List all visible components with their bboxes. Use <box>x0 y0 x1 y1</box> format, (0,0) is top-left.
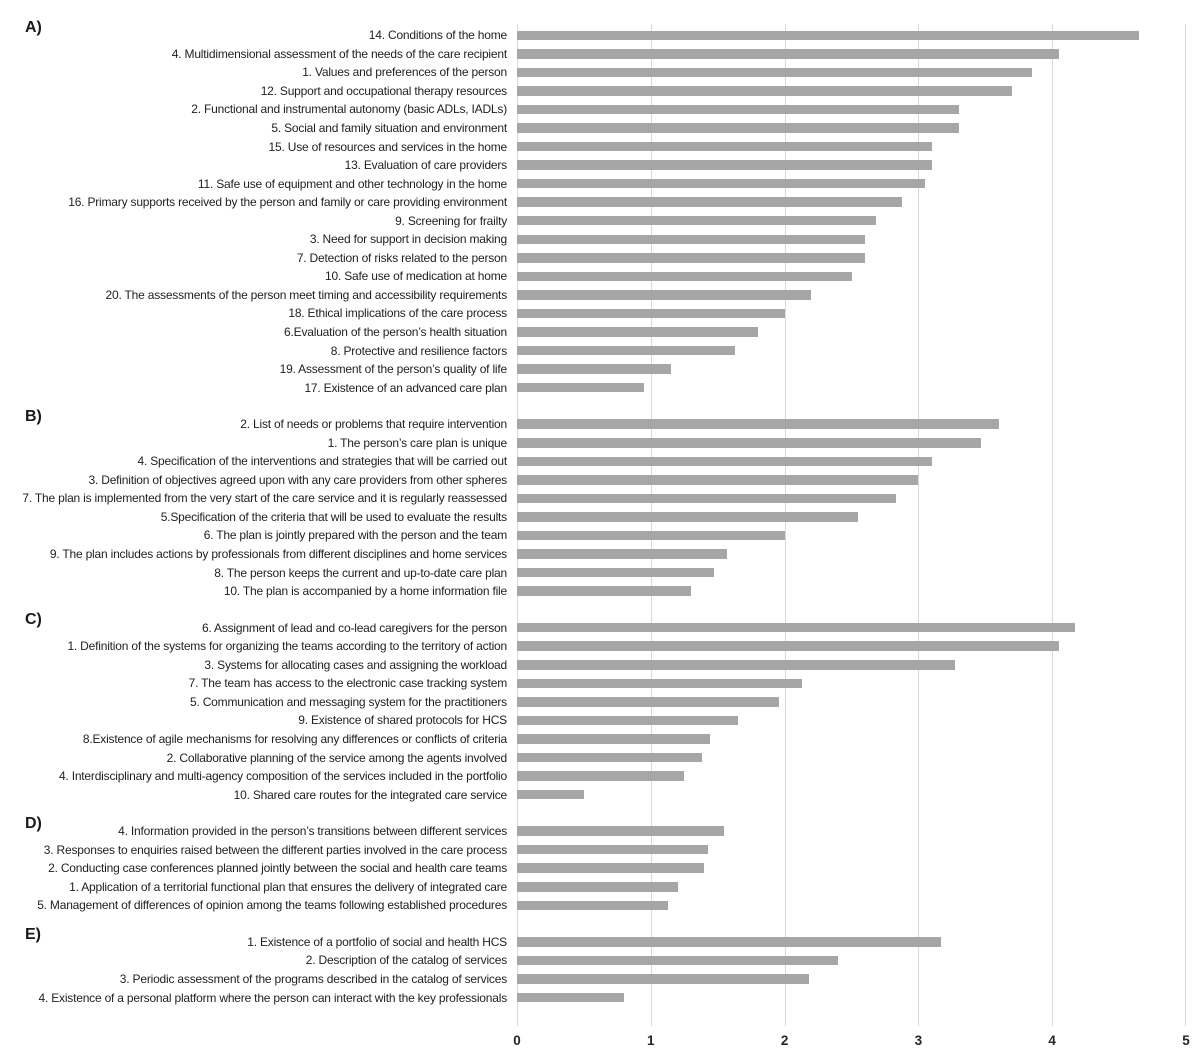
section-label-b: B) <box>25 407 42 425</box>
category-label: 20. The assessments of the person meet timing and accessibility requirements <box>105 287 507 302</box>
bar-track <box>517 193 1186 212</box>
category-label: 7. Detection of risks related to the person <box>296 250 507 265</box>
bar <box>517 86 1012 96</box>
bar <box>517 272 852 282</box>
bar <box>517 142 932 152</box>
category-label: 7. The team has access to the electronic case tracking system <box>188 676 507 691</box>
category-label: 3. Responses to enquiries raised between the different parties involved in the care process <box>43 842 507 857</box>
category-label: 2. List of needs or problems that require intervention <box>240 417 507 432</box>
category-label: 3. Periodic assessment of the programs described in the catalog of services <box>119 971 507 986</box>
bar-track <box>517 656 1186 675</box>
category-label: 12. Support and occupational therapy resources <box>260 83 507 98</box>
bar-track <box>517 785 1186 804</box>
category-label: 10. Shared care routes for the integrated care service <box>233 787 507 802</box>
bar-track <box>517 526 1186 545</box>
bar-row <box>0 119 1200 138</box>
bar <box>517 197 902 207</box>
category-label: 8.Existence of agile mechanisms for resolving any differences or conflicts of criteria <box>82 731 507 746</box>
bar-row <box>0 156 1200 175</box>
bar-track <box>517 63 1186 82</box>
bar-track <box>517 693 1186 712</box>
category-label: 3. Definition of objectives agreed upon with any care providers from other spheres <box>88 472 507 487</box>
category-label: 8. Protective and resilience factors <box>330 343 507 358</box>
bar <box>517 901 668 911</box>
category-label: 2. Description of the catalog of services <box>305 953 507 968</box>
chart-section-a <box>0 19 1200 397</box>
category-label: 3. Need for support in decision making <box>309 232 507 247</box>
bar-track <box>517 230 1186 249</box>
bar-track <box>517 415 1186 434</box>
bar-track <box>517 341 1186 360</box>
bar-row <box>0 563 1200 582</box>
category-label: 17. Existence of an advanced care plan <box>304 380 507 395</box>
bar <box>517 790 584 800</box>
bar <box>517 716 738 726</box>
category-label: 15. Use of resources and services in the home <box>268 139 507 154</box>
bar-track <box>517 711 1186 730</box>
bar-row <box>0 45 1200 64</box>
bar-row <box>0 711 1200 730</box>
bar-row <box>0 323 1200 342</box>
bar-track <box>517 767 1186 786</box>
category-label: 9. The plan includes actions by professionals from different disciplines and home services <box>49 547 507 562</box>
bar-track <box>517 156 1186 175</box>
bar-track <box>517 840 1186 859</box>
bar-track <box>517 100 1186 119</box>
bar-track <box>517 286 1186 305</box>
x-tick-label-3: 3 <box>914 1033 923 1048</box>
bar-row <box>0 415 1200 434</box>
category-label: 10. Safe use of medication at home <box>325 269 507 284</box>
chart-section-b <box>0 407 1200 600</box>
bar <box>517 549 727 559</box>
bar-row <box>0 433 1200 452</box>
category-label: 7. The plan is implemented from the very start of the care service and it is regularly reassessed <box>22 491 507 506</box>
category-label: 8. The person keeps the current and up-to-date care plan <box>214 565 507 580</box>
bar <box>517 974 809 984</box>
bar <box>517 383 644 393</box>
bar-row <box>0 637 1200 656</box>
bar-row <box>0 489 1200 508</box>
bar-row <box>0 304 1200 323</box>
bar <box>517 826 724 836</box>
bar-track <box>517 82 1186 101</box>
bar-track <box>517 637 1186 656</box>
section-label-a: A) <box>25 19 42 36</box>
bar-track <box>517 119 1186 138</box>
category-label: 9. Existence of shared protocols for HCS <box>298 713 507 728</box>
bar <box>517 475 918 485</box>
bar <box>517 494 896 504</box>
category-label: 1. Values and preferences of the person <box>302 65 507 80</box>
category-label: 4. Information provided in the person’s transitions between different services <box>118 824 507 839</box>
category-label: 11. Safe use of equipment and other technology in the home <box>197 176 507 191</box>
bar-row <box>0 360 1200 379</box>
bar-track <box>517 26 1186 45</box>
bar-track <box>517 618 1186 637</box>
bar <box>517 346 735 356</box>
bar-track <box>517 471 1186 490</box>
chart-section-c <box>0 611 1200 803</box>
bar <box>517 734 710 744</box>
bar-row <box>0 748 1200 767</box>
bar-track <box>517 674 1186 693</box>
bar-track <box>517 489 1186 508</box>
bar-track <box>517 822 1186 841</box>
bar-row <box>0 211 1200 230</box>
bar-track <box>517 211 1186 230</box>
bar <box>517 216 876 226</box>
bar-row <box>0 840 1200 859</box>
bar-row <box>0 26 1200 45</box>
bar-row <box>0 508 1200 527</box>
category-label: 2. Conducting case conferences planned jointly between the social and health care teams <box>48 861 507 876</box>
bar <box>517 937 941 947</box>
bar <box>517 697 779 707</box>
bar-row <box>0 63 1200 82</box>
bar-track <box>517 323 1186 342</box>
bar-row <box>0 286 1200 305</box>
bar <box>517 586 691 596</box>
section-label-e: E) <box>25 925 41 943</box>
x-tick-label-1: 1 <box>647 1033 655 1048</box>
category-label: 4. Multidimensional assessment of the needs of the care recipient <box>171 46 507 61</box>
bar <box>517 235 865 245</box>
bar-row <box>0 249 1200 268</box>
bar <box>517 309 785 319</box>
category-label: 13. Evaluation of care providers <box>344 158 507 173</box>
bar <box>517 160 932 170</box>
category-label: 6. Assignment of lead and co-lead caregivers for the person <box>201 620 507 635</box>
category-label: 5. Communication and messaging system for the practitioners <box>189 694 507 709</box>
bar-row <box>0 933 1200 952</box>
bar <box>517 531 785 541</box>
bar <box>517 123 959 133</box>
bar <box>517 753 702 763</box>
category-label: 1. Existence of a portfolio of social and health HCS <box>247 934 507 949</box>
x-axis <box>513 1033 1190 1053</box>
bar <box>517 364 671 374</box>
bar-row <box>0 970 1200 989</box>
bar <box>517 641 1059 651</box>
category-label: 19. Assessment of the person’s quality of life <box>279 362 507 377</box>
category-label: 14. Conditions of the home <box>368 28 507 43</box>
bar-track <box>517 545 1186 564</box>
bar <box>517 568 714 578</box>
chart-sections <box>0 19 1200 1007</box>
category-label: 5. Management of differences of opinion among the teams following established procedures <box>37 898 507 913</box>
category-label: 6. The plan is jointly prepared with the person and the team <box>203 528 507 543</box>
category-label: 4. Interdisciplinary and multi-agency composition of the services included in the portfolio <box>58 769 507 784</box>
bar <box>517 993 624 1003</box>
bar-row <box>0 859 1200 878</box>
bar <box>517 660 955 670</box>
chart-section-e <box>0 925 1200 1007</box>
section-label-d: D) <box>25 814 42 832</box>
bar-track <box>517 508 1186 527</box>
section-label-c: C) <box>25 611 42 629</box>
bar-row <box>0 193 1200 212</box>
bar-row <box>0 730 1200 749</box>
bar-row <box>0 267 1200 286</box>
bar-track <box>517 378 1186 397</box>
category-label: 1. The person’s care plan is unique <box>327 435 507 450</box>
x-tick-label-0: 0 <box>513 1033 521 1048</box>
bar-track <box>517 433 1186 452</box>
bar <box>517 845 708 855</box>
category-label: 18. Ethical implications of the care process <box>288 306 507 321</box>
bar <box>517 512 858 522</box>
bar-track <box>517 249 1186 268</box>
bar-track <box>517 360 1186 379</box>
bar-row <box>0 137 1200 156</box>
bar-row <box>0 452 1200 471</box>
bar-track <box>517 878 1186 897</box>
bar <box>517 679 802 689</box>
bar-row <box>0 100 1200 119</box>
x-tick-label-5: 5 <box>1182 1033 1190 1048</box>
bar-track <box>517 896 1186 915</box>
bar-row <box>0 230 1200 249</box>
bar-track <box>517 730 1186 749</box>
bar-track <box>517 582 1186 601</box>
category-label: 5.Specification of the criteria that will be used to evaluate the results <box>160 509 507 524</box>
bar <box>517 179 925 189</box>
bar-track <box>517 137 1186 156</box>
bar-track <box>517 452 1186 471</box>
bar-row <box>0 378 1200 397</box>
category-label: 1. Definition of the systems for organizing the teams according to the territory of action <box>67 639 507 654</box>
category-label: 4. Existence of a personal platform where the person can interact with the key professionals <box>38 990 507 1005</box>
bar-row <box>0 82 1200 101</box>
bar-row <box>0 526 1200 545</box>
bar <box>517 253 865 263</box>
bar-row <box>0 341 1200 360</box>
bar-track <box>517 45 1186 64</box>
bar <box>517 771 684 781</box>
bar <box>517 863 704 873</box>
bar-track <box>517 859 1186 878</box>
bar-row <box>0 674 1200 693</box>
bar-row <box>0 656 1200 675</box>
category-label: 5. Social and family situation and environment <box>271 121 507 135</box>
bar-track <box>517 563 1186 582</box>
bar <box>517 290 811 300</box>
category-label: 6.Evaluation of the person’s health situation <box>284 325 507 340</box>
x-tick-label-4: 4 <box>1048 1033 1056 1048</box>
bar-track <box>517 267 1186 286</box>
bar <box>517 623 1075 633</box>
bar-row <box>0 951 1200 970</box>
bar <box>517 956 838 966</box>
bar-track <box>517 933 1186 952</box>
bar <box>517 882 678 892</box>
bar <box>517 438 981 448</box>
category-label: 2. Functional and instrumental autonomy (basic ADLs, IADLs) <box>191 102 507 117</box>
bar-row <box>0 693 1200 712</box>
bar-row <box>0 896 1200 915</box>
bar <box>517 327 758 337</box>
bar-track <box>517 304 1186 323</box>
bar-row <box>0 471 1200 490</box>
bar-row <box>0 988 1200 1007</box>
bar-track <box>517 988 1186 1007</box>
chart-section-d <box>0 814 1200 915</box>
bar-track <box>517 748 1186 767</box>
bar <box>517 105 959 115</box>
category-label: 9. Screening for frailty <box>395 213 507 228</box>
bar <box>517 31 1139 41</box>
bar-track <box>517 951 1186 970</box>
bar-row <box>0 767 1200 786</box>
x-tick-label-2: 2 <box>780 1033 789 1048</box>
bar-row <box>0 582 1200 601</box>
bar-track <box>517 174 1186 193</box>
bar <box>517 457 932 467</box>
category-label: 16. Primary supports received by the person and family or care providing environment <box>68 195 507 210</box>
category-label: 1. Application of a territorial functional plan that ensures the delivery of integrated care <box>69 879 507 894</box>
category-label: 10. The plan is accompanied by a home information file <box>223 584 507 599</box>
bar-row <box>0 822 1200 841</box>
bar <box>517 419 999 429</box>
category-label: 2. Collaborative planning of the service among the agents involved <box>166 750 507 765</box>
bar-row <box>0 545 1200 564</box>
bar-row <box>0 785 1200 804</box>
bar-row <box>0 878 1200 897</box>
category-label: 3. Systems for allocating cases and assigning the workload <box>204 657 507 672</box>
bar-track <box>517 970 1186 989</box>
category-label: 4. Specification of the interventions and strategies that will be carried out <box>137 454 507 469</box>
bar <box>517 49 1059 59</box>
bar-row <box>0 174 1200 193</box>
bar <box>517 68 1032 78</box>
bar-row <box>0 618 1200 637</box>
